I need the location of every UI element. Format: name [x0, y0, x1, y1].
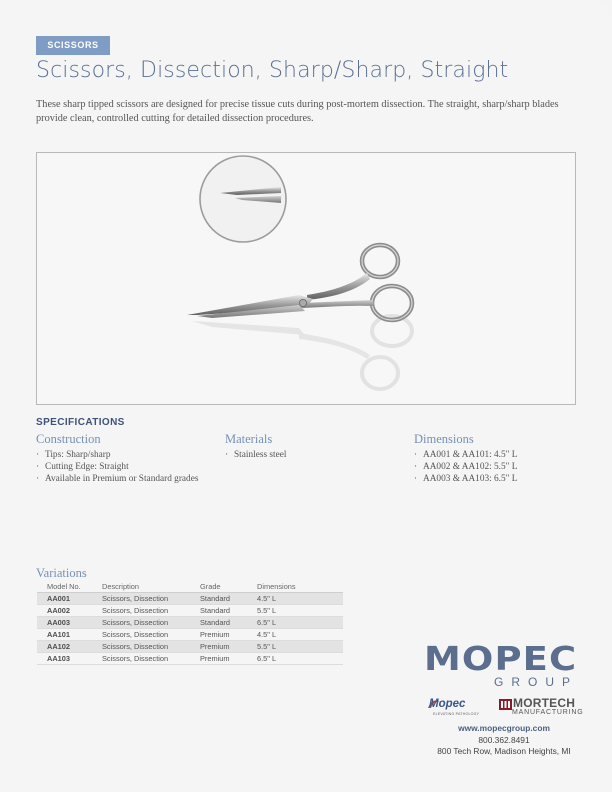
list-item: · AA003 & AA103: 6.5" L — [414, 473, 589, 485]
description-cell: Scissors, Dissection — [92, 593, 190, 605]
model-cell: AA002 — [37, 605, 92, 617]
materials-section — [225, 432, 400, 461]
construction-list — [36, 449, 211, 485]
dimensions-list — [414, 449, 589, 485]
scissors-main — [187, 245, 412, 320]
list-item: · AA002 & AA102: 5.5" L — [414, 461, 589, 473]
table-row — [37, 629, 343, 641]
dimensions-section — [414, 432, 589, 485]
table-row — [37, 605, 343, 617]
list-item: · AA001 & AA101: 4.5" L — [414, 449, 589, 461]
dimensions-heading: Dimensions — [414, 432, 474, 446]
model-cell: AA101 — [37, 629, 92, 641]
website-link[interactable]: www.mopecgroup.com — [458, 723, 550, 733]
column-header: Model No. — [37, 581, 92, 593]
grade-cell: Premium — [190, 641, 247, 653]
materials-heading: Materials — [225, 432, 273, 446]
grade-cell: Standard — [190, 593, 247, 605]
column-header: Dimensions — [247, 581, 343, 593]
construction-section — [36, 432, 211, 485]
list-item: · Cutting Edge: Straight — [36, 461, 211, 473]
category-tag: SCISSORS — [36, 36, 110, 55]
sub-logo-mopec: Mopec — [429, 698, 466, 710]
table-header-row — [37, 581, 343, 593]
logo-wordmark: MOPEC — [424, 639, 578, 678]
sub-logo-mortech-tagline: MANUFACTURING — [512, 709, 584, 716]
variations-table — [37, 581, 343, 665]
description-cell: Scissors, Dissection — [92, 617, 190, 629]
specifications-heading: SPECIFICATIONS — [36, 417, 125, 428]
dimensions-cell: 4.5" L — [247, 593, 343, 605]
grade-cell: Premium — [190, 653, 247, 665]
tip-detail-magnifier — [200, 156, 286, 242]
phone-number: 800.362.8491 — [478, 734, 530, 745]
mortech-mark-icon — [499, 699, 512, 710]
dimensions-cell: 6.5" L — [247, 617, 343, 629]
list-item: · Stainless steel — [225, 449, 400, 461]
sub-brand-logos — [429, 696, 584, 720]
model-cell: AA102 — [37, 641, 92, 653]
page-title: Scissors, Dissection, Sharp/Sharp, Straight — [36, 58, 509, 83]
dimensions-cell: 6.5" L — [247, 653, 343, 665]
sub-logo-mortech: MORTECH — [513, 696, 576, 710]
grade-cell: Premium — [190, 629, 247, 641]
description-cell: Scissors, Dissection — [92, 641, 190, 653]
table-row — [37, 653, 343, 665]
dimensions-cell: 5.5" L — [247, 641, 343, 653]
grade-cell: Standard — [190, 605, 247, 617]
model-cell: AA003 — [37, 617, 92, 629]
table-row — [37, 593, 343, 605]
product-image — [36, 152, 576, 405]
description-cell: Scissors, Dissection — [92, 653, 190, 665]
model-cell: AA103 — [37, 653, 92, 665]
description-cell: Scissors, Dissection — [92, 605, 190, 617]
dimensions-cell: 5.5" L — [247, 605, 343, 617]
table-row — [37, 617, 343, 629]
model-cell: AA001 — [37, 593, 92, 605]
grade-cell: Standard — [190, 617, 247, 629]
variations-heading: Variations — [36, 566, 87, 580]
contact-block — [420, 723, 588, 758]
scissors-reflection — [192, 316, 412, 389]
table-row — [37, 641, 343, 653]
address: 800 Tech Row, Madison Heights, MI — [437, 746, 571, 756]
logo-group-text: GROUP — [493, 675, 578, 689]
dimensions-cell: 4.5" L — [247, 629, 343, 641]
list-item: · Tips: Sharp/sharp — [36, 449, 211, 461]
description-cell: Scissors, Dissection — [92, 629, 190, 641]
mopec-group-logo — [424, 639, 580, 689]
column-header: Grade — [190, 581, 247, 593]
column-header: Description — [92, 581, 190, 593]
construction-heading: Construction — [36, 432, 101, 446]
product-description: These sharp tipped scissors are designed for precise tissue cuts during post-mortem dissection. The straight, sharp/sharp blades provide clean, controlled cutting for detailed dissection procedures. — [36, 99, 559, 124]
scissors-illustration — [37, 153, 575, 404]
materials-list — [225, 449, 400, 461]
list-item: · Available in Premium or Standard grades — [36, 473, 205, 485]
sub-logo-mopec-tagline: ELEVATING PATHOLOGY — [433, 712, 480, 716]
